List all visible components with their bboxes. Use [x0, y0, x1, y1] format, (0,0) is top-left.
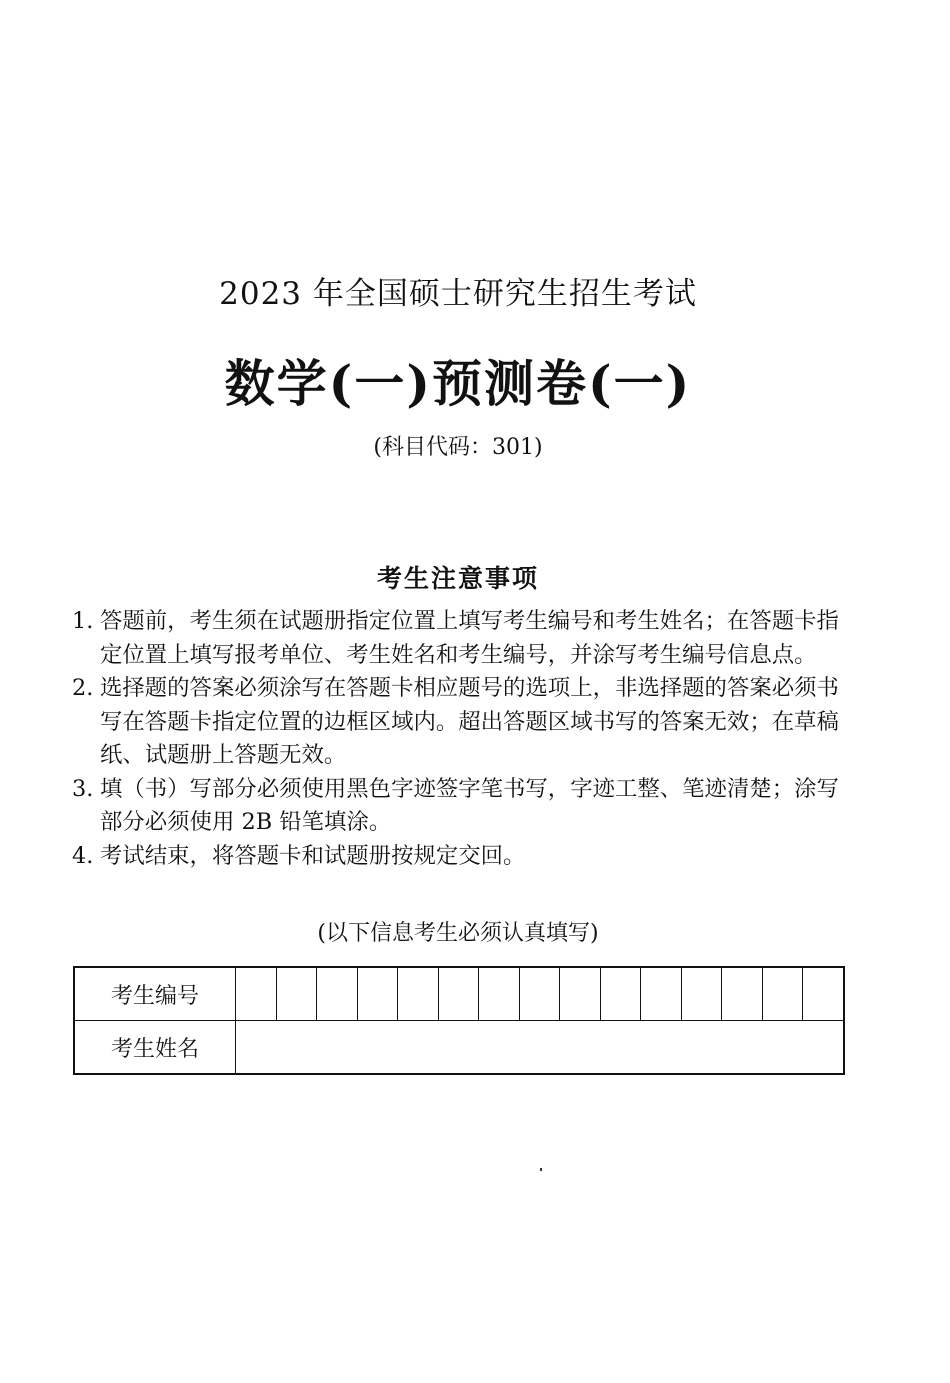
- candidate-number-digit-cell[interactable]: [357, 967, 398, 1021]
- candidate-info-table: [73, 966, 845, 1075]
- item-number: 2.: [72, 675, 94, 701]
- fill-note: (以下信息考生必须认真填写): [317, 921, 599, 946]
- candidate-number-digit-cell[interactable]: [803, 967, 844, 1021]
- candidate-number-label: 考生编号: [74, 967, 236, 1021]
- notice-item: [72, 840, 862, 874]
- candidate-number-digit-cell[interactable]: [560, 967, 601, 1021]
- item-line: 选择题的答案必须涂写在答题卡相应题号的选项上，非选择题的答案必须书: [100, 675, 839, 701]
- candidate-number-digit-cell[interactable]: [438, 967, 479, 1021]
- item-line: 填（书）写部分必须使用黑色字迹签字笔书写，字迹工整、笔迹清楚；涂写: [100, 775, 839, 802]
- candidate-number-digit-cell[interactable]: [600, 967, 641, 1021]
- candidate-number-digit-cell[interactable]: [479, 967, 520, 1021]
- subject-code: (科目代码：301): [373, 435, 543, 460]
- candidate-number-digit-cell[interactable]: [722, 967, 763, 1021]
- notice-item: [72, 672, 862, 773]
- candidate-number-digit-cell[interactable]: [398, 967, 439, 1021]
- candidate-number-digit-cell[interactable]: [641, 967, 682, 1021]
- item-line: 定位置上填写报考单位、考生姓名和考生编号，并涂写考生编号信息点。: [100, 641, 817, 668]
- candidate-number-row: [74, 967, 844, 1021]
- item-line: 考试结束，将答题卡和试题册按规定交回。: [100, 842, 526, 869]
- item-line: 纸、试题册上答题无效。: [100, 742, 347, 768]
- candidate-number-digit-cell[interactable]: [681, 967, 722, 1021]
- item-line: 答题前，考生须在试题册指定位置上填写考生编号和考生姓名；在答题卡指: [100, 608, 839, 634]
- candidate-number-digit-cell[interactable]: [276, 967, 317, 1021]
- notice-heading: 考生注意事项: [376, 564, 539, 593]
- notice-list: [72, 605, 862, 873]
- candidate-number-digit-cell[interactable]: [317, 967, 358, 1021]
- notice-item: [72, 773, 862, 840]
- paper-title: 数学(一)预测卷(一): [224, 354, 692, 413]
- item-number: 3.: [72, 775, 94, 802]
- exam-title: 2023 年全国硕士研究生招生考试: [219, 276, 697, 312]
- candidate-name-field[interactable]: [236, 1021, 844, 1075]
- candidate-name-label: 考生姓名: [74, 1021, 236, 1075]
- notice-item: [72, 605, 862, 672]
- candidate-name-row: [74, 1021, 844, 1075]
- item-line: 部分必须使用 2B 铅笔填涂。: [100, 809, 392, 835]
- candidate-number-digit-cell[interactable]: [762, 967, 803, 1021]
- item-line: 写在答题卡指定位置的边框区域内。超出答题区域书写的答案无效；在草稿: [100, 708, 839, 735]
- candidate-number-digit-cell[interactable]: [519, 967, 560, 1021]
- candidate-number-digit-cell[interactable]: [236, 967, 277, 1021]
- item-number: 1.: [72, 608, 94, 634]
- stray-mark: [540, 1168, 542, 1171]
- item-number: 4.: [72, 842, 94, 869]
